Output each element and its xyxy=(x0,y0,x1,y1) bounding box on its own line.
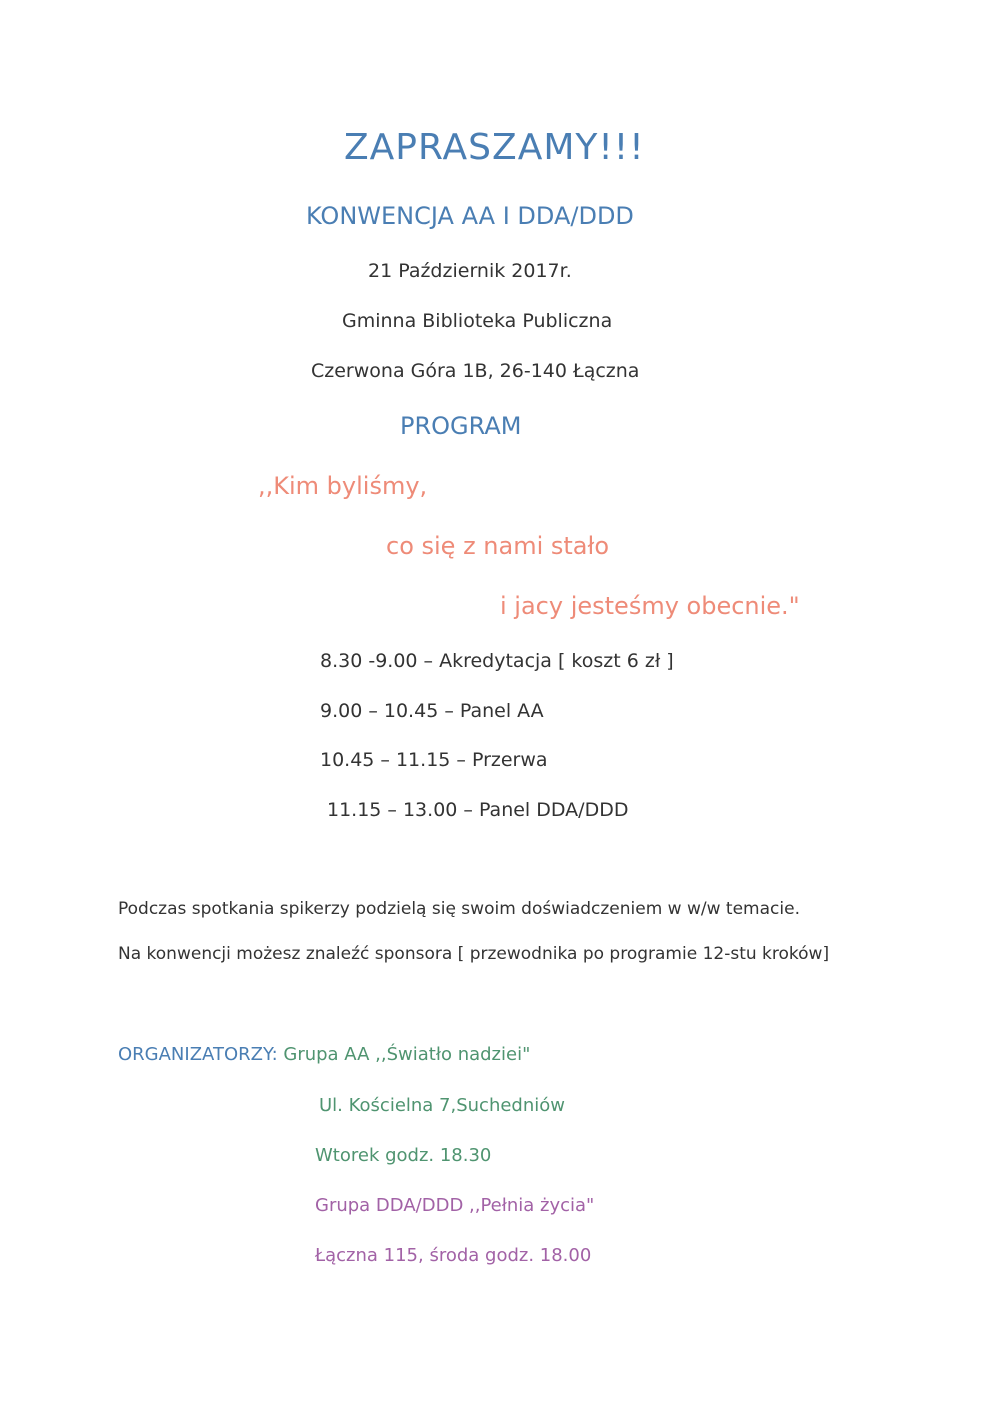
organizer-dda-address-time: Łączna 115, środa godz. 18.00 xyxy=(315,1245,592,1266)
organizer-group-dda: Grupa DDA/DDD ,,Pełnia życia" xyxy=(315,1195,595,1216)
event-subtitle: KONWENCJA AA I DDA/DDD xyxy=(306,202,634,230)
event-address: Czerwona Góra 1B, 26-140 Łączna xyxy=(311,360,640,382)
organizer-group-aa: Grupa AA ,,Światło nadziei" xyxy=(283,1044,531,1065)
quote-line-1: ,,Kim byliśmy, xyxy=(258,472,428,500)
program-heading: PROGRAM xyxy=(400,412,522,440)
schedule-item: 9.00 – 10.45 – Panel AA xyxy=(320,700,544,722)
event-date: 21 Październik 2017r. xyxy=(368,260,572,282)
event-venue: Gminna Biblioteka Publiczna xyxy=(342,310,613,332)
organizers-label: ORGANIZATORZY: xyxy=(118,1044,278,1065)
schedule-item: 8.30 -9.00 – Akredytacja [ koszt 6 zł ] xyxy=(320,650,674,672)
organizer-aa-address: Ul. Kościelna 7,Suchedniów xyxy=(319,1095,566,1116)
page-title: ZAPRASZAMY!!! xyxy=(344,127,645,168)
quote-line-2: co się z nami stało xyxy=(386,532,610,560)
organizers-row xyxy=(118,1046,530,1064)
description-line-2: Na konwencji możesz znaleźć sponsora [ przewodnika po programie 12-stu kroków] xyxy=(118,944,830,964)
description-line-1: Podczas spotkania spikerzy podzielą się swoim doświadczeniem w w/w temacie. xyxy=(118,899,800,919)
schedule-item: 10.45 – 11.15 – Przerwa xyxy=(320,749,548,771)
quote-line-3: i jacy jesteśmy obecnie." xyxy=(500,592,800,620)
organizer-aa-time: Wtorek godz. 18.30 xyxy=(315,1145,492,1166)
schedule-item: 11.15 – 13.00 – Panel DDA/DDD xyxy=(327,799,629,821)
